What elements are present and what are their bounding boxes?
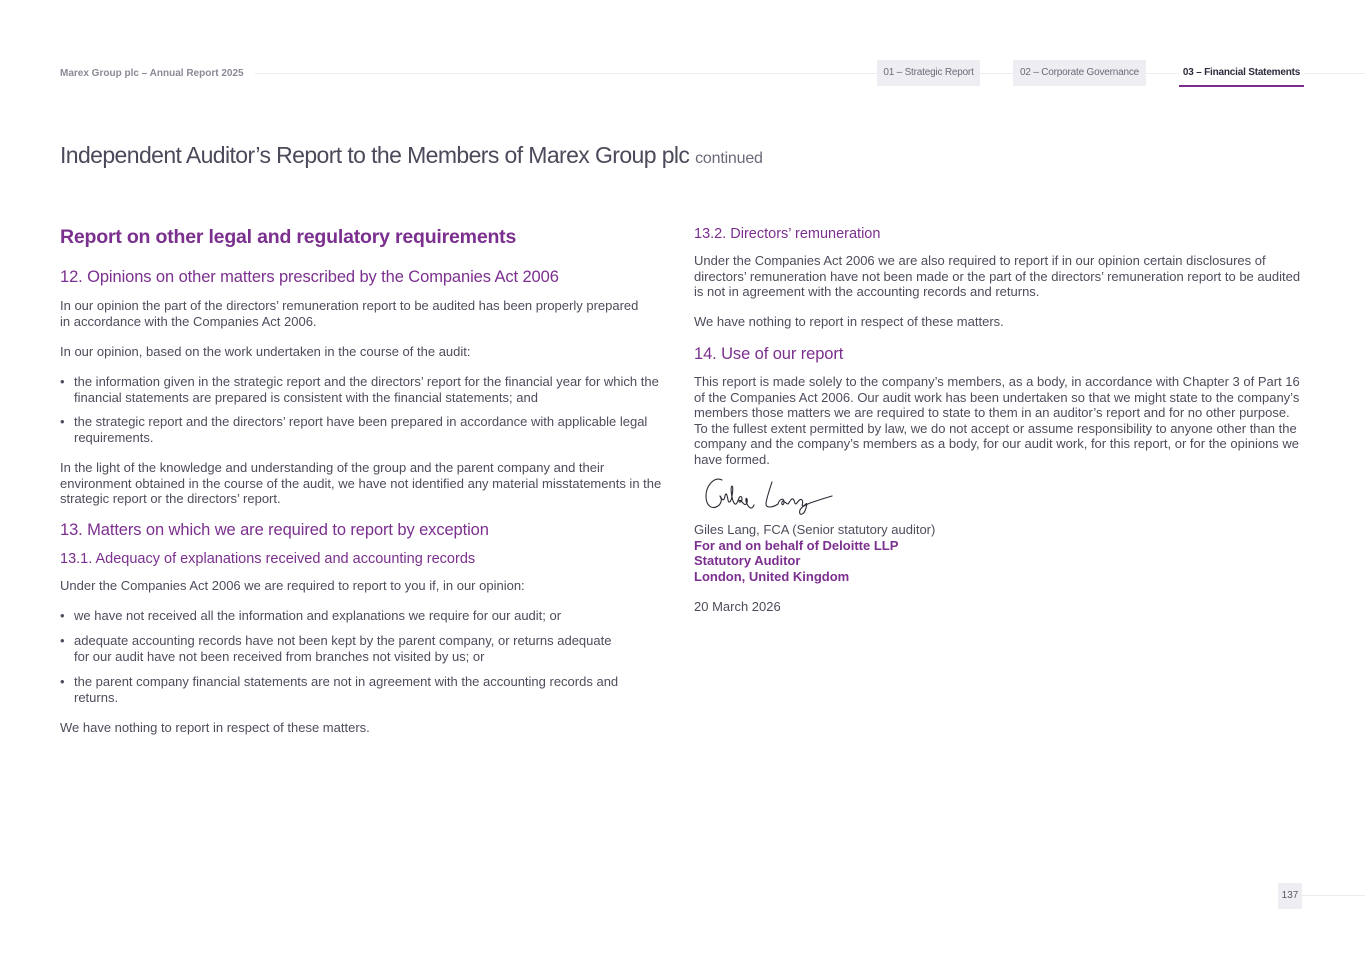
s131-paragraph-1: Under the Companies Act 2006 we are required to report to you if, in our opinion: <box>60 578 525 593</box>
s12-paragraph-2: In our opinion, based on the work undertaken in the course of the audit: <box>60 344 471 359</box>
page-title <box>60 142 763 169</box>
s12-heading: 12. Opinions on other matters prescribed by the Companies Act 2006 <box>60 268 559 286</box>
auditor-name: Giles Lang, FCA (Senior statutory auditor) <box>694 522 936 537</box>
s131-bullet-2: • adequate accounting records have not been kept by the parent company, or returns adequate for our audit have not been received from branches not visited by us; or <box>60 633 614 664</box>
s14-paragraph-1: This report is made solely to the company’s members, as a body, in accordance with Chapter 3 of Part 16 of the Companies Act 2006. Our audit work has been undertaken so that we might state to the company’s members those matters we are required to state to them in an auditor’s report and for no other purpose. To the fullest extent permitted by law, we do not accept or assume responsibility to anyone other than the company and the company’s members as a body, for our audit work, for this report, or for the opinions we have formed. <box>694 374 1300 467</box>
auditor-location: London, United Kingdom <box>694 569 850 584</box>
s12-bullet-2: • the strategic report and the directors’ report have been prepared in accordance with applicable legal requirements. <box>60 414 666 445</box>
footer-divider <box>1302 895 1365 896</box>
s12-paragraph-1: In our opinion the part of the directors’ remuneration report to be audited has been properly prepared in accordance with the Companies Act 2006. <box>60 298 639 329</box>
signature-image <box>700 472 840 522</box>
report-title: Marex Group plc – Annual Report 2025 <box>60 68 244 79</box>
section-heading: Report on other legal and regulatory requirements <box>60 226 517 248</box>
s14-heading: 14. Use of our report <box>694 345 844 363</box>
page-title-suffix: continued <box>695 150 763 167</box>
s131-bullet-3: • the parent company financial statements are not in agreement with the accounting records and returns. <box>60 674 646 705</box>
s12-paragraph-3: In the light of the knowledge and understanding of the group and the parent company and their environment obtained in the course of the audit, we have not identified any material misstatements in the strategic report or the directors’ report. <box>60 460 662 507</box>
s131-heading: 13.1. Adequacy of explanations received and accounting records <box>60 551 476 567</box>
s132-paragraph-2: We have nothing to report in respect of these matters. <box>694 314 1004 329</box>
page-title-text: Independent Auditor’s Report to the Members of Marex Group plc <box>60 142 690 168</box>
s131-bullet-1: • we have not received all the information and explanations we require for our audit; or <box>60 608 666 624</box>
s13-heading: 13. Matters on which we are required to report by exception <box>60 521 489 539</box>
tab-strategic-report[interactable]: 01 – Strategic Report <box>877 60 980 86</box>
s12-bullet-1: • the information given in the strategic report and the directors’ report for the financial year for which the financial statements are prepared is consistent with the financial statements; and <box>60 374 666 405</box>
auditor-firm: For and on behalf of Deloitte LLP <box>694 538 899 553</box>
tab-corporate-governance[interactable]: 02 – Corporate Governance <box>1013 60 1146 86</box>
report-date: 20 March 2026 <box>694 599 781 614</box>
s132-paragraph-1: Under the Companies Act 2006 we are also required to report if in our opinion certain disclosures of directors’ remuneration have not been made or the part of the directors’ remuneration report to be audited is not in agreement with the accounting records and returns. <box>694 253 1301 300</box>
auditor-role: Statutory Auditor <box>694 553 801 568</box>
tab-financial-statements[interactable]: 03 – Financial Statements <box>1179 60 1304 87</box>
page-number: 137 <box>1278 883 1302 909</box>
s132-heading: 13.2. Directors’ remuneration <box>694 226 881 242</box>
s131-paragraph-2: We have nothing to report in respect of these matters. <box>60 720 370 735</box>
